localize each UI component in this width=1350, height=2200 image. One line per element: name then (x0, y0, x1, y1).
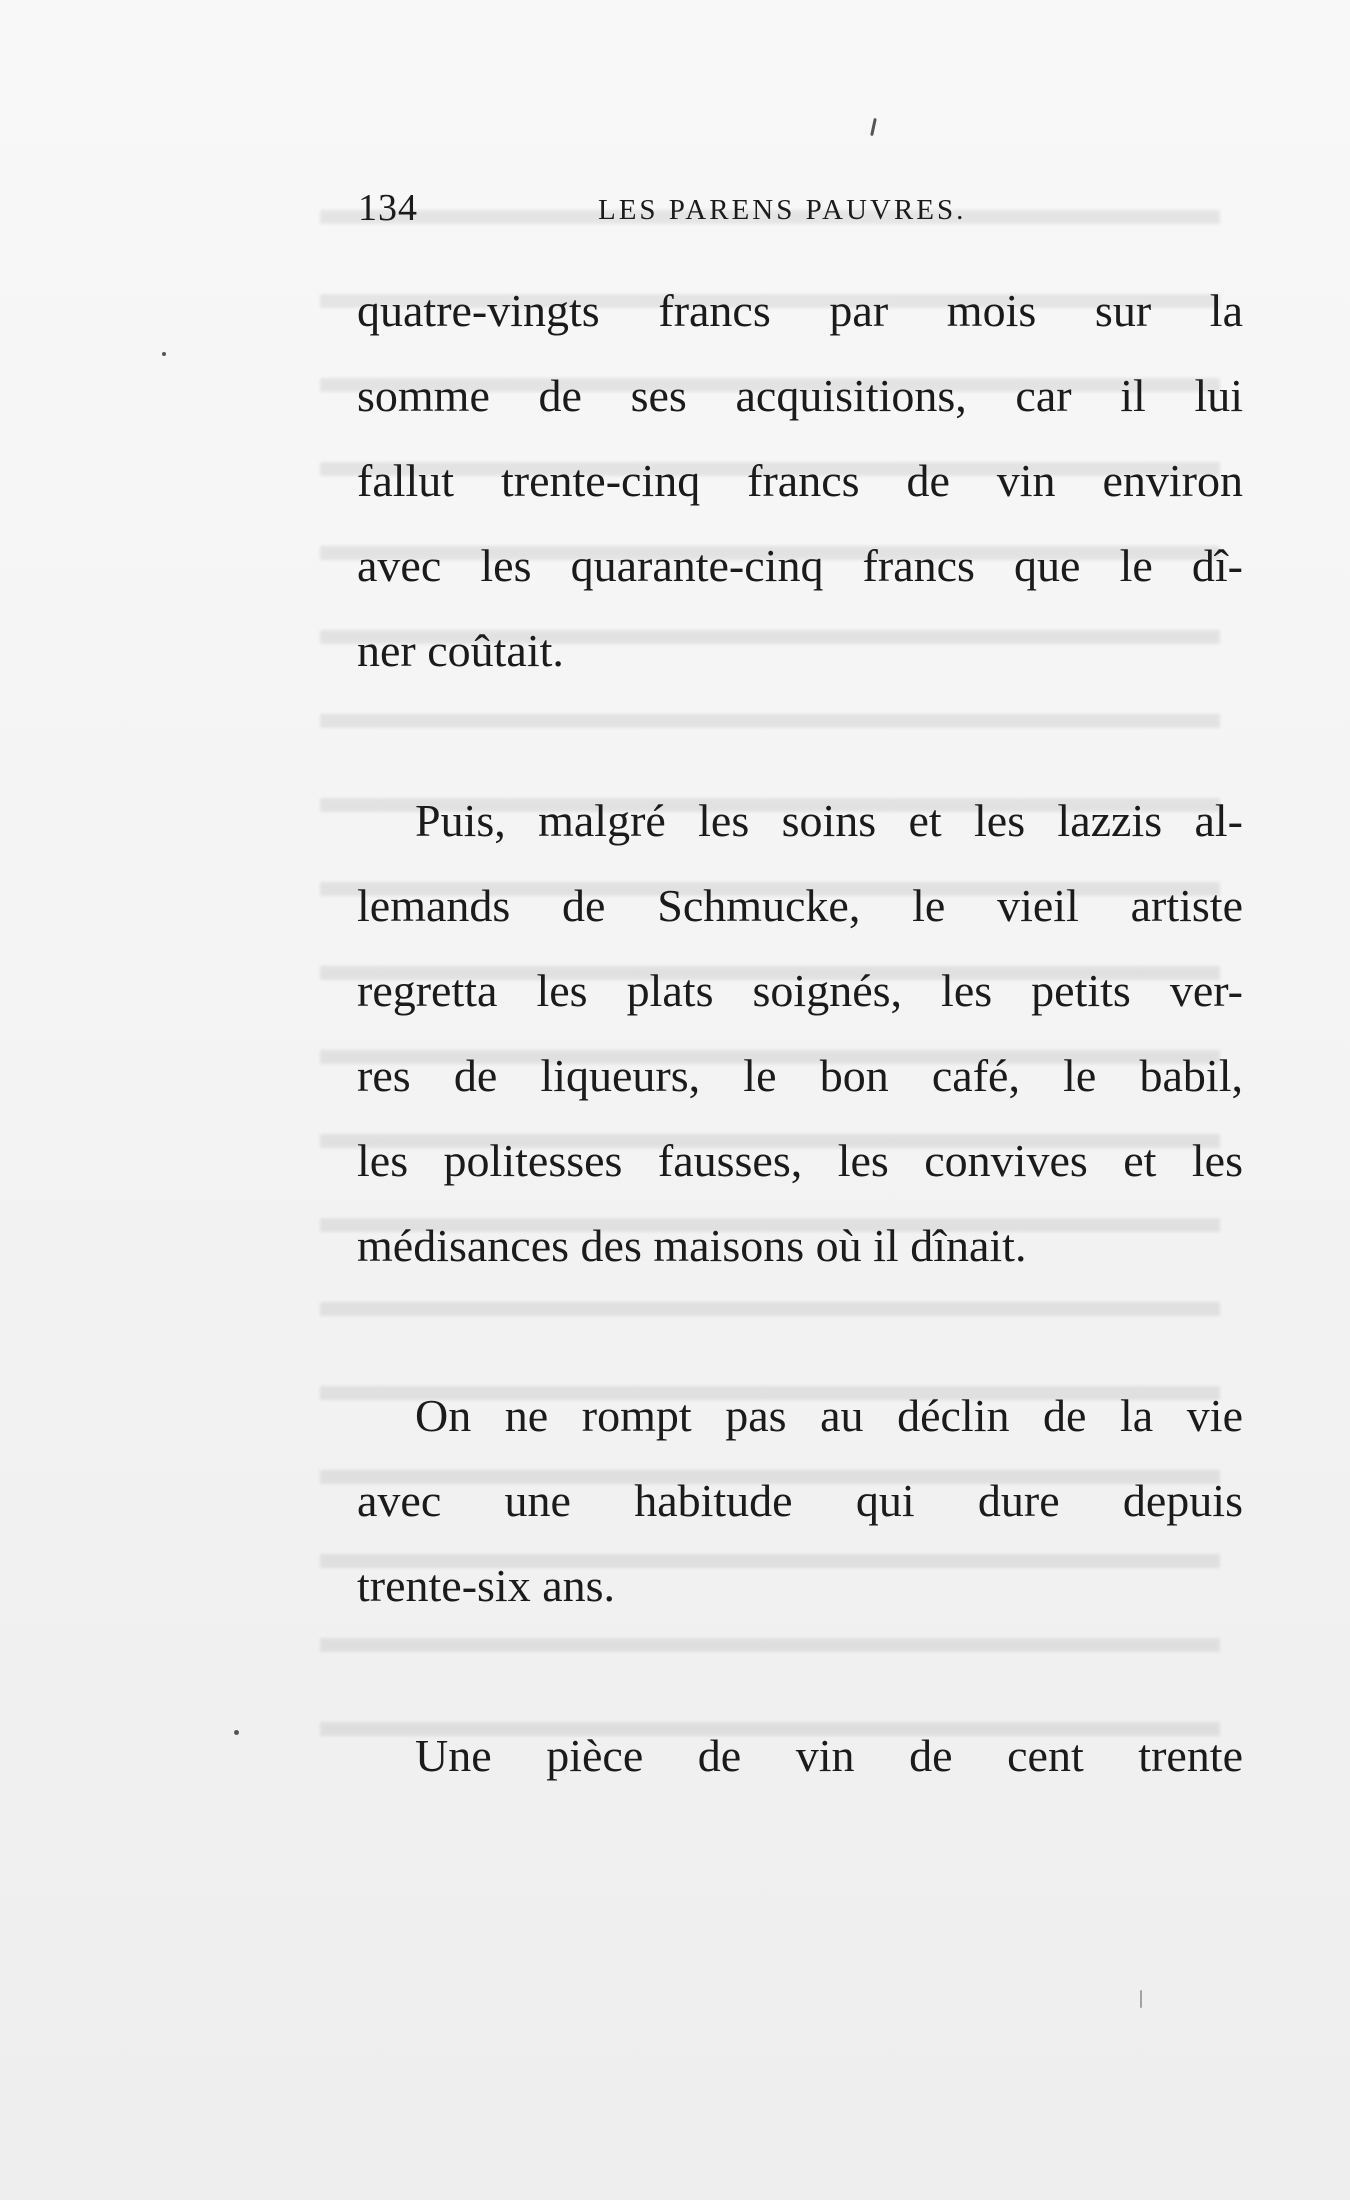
text-line: somme de ses acquisitions, car il lui (357, 370, 1243, 421)
paper-speck (870, 118, 877, 136)
text-line: avec les quarante-cinq francs que le dî- (357, 540, 1243, 591)
paper-speck (1140, 1990, 1142, 2008)
text-line: quatre-vingts francs par mois sur la (357, 285, 1243, 336)
running-title: LES PARENS PAUVRES. (598, 194, 967, 226)
text-line: avec une habitude qui dure depuis (357, 1475, 1243, 1526)
text-line: Puis, malgré les soins et les lazzis al- (415, 795, 1243, 846)
text-line: les politesses fausses, les convives et les (357, 1135, 1243, 1186)
paper-speck (234, 1730, 239, 1735)
paragraph-gap (357, 1628, 1243, 1713)
page-header (358, 186, 1258, 236)
text-line: médisances des maisons où il dînait. (357, 1220, 1027, 1271)
paragraph-gap (357, 1288, 1243, 1373)
text-line: fallut trente-cinq francs de vin environ (357, 455, 1243, 506)
text-line: On ne rompt pas au déclin de la vie (415, 1390, 1243, 1441)
page-number: 134 (358, 187, 418, 229)
text-line: Une pièce de vin de cent trente (415, 1730, 1243, 1781)
text-line: lemands de Schmucke, le vieil artiste (357, 880, 1243, 931)
text-line: regretta les plats soignés, les petits ver- (357, 965, 1243, 1016)
body-text (357, 268, 1243, 1798)
text-line: trente-six ans. (357, 1560, 616, 1611)
paragraph-gap (357, 693, 1243, 778)
paper-speck (162, 352, 166, 356)
text-line: ner coûtait. (357, 625, 564, 676)
text-line: res de liqueurs, le bon café, le babil, (357, 1050, 1243, 1101)
